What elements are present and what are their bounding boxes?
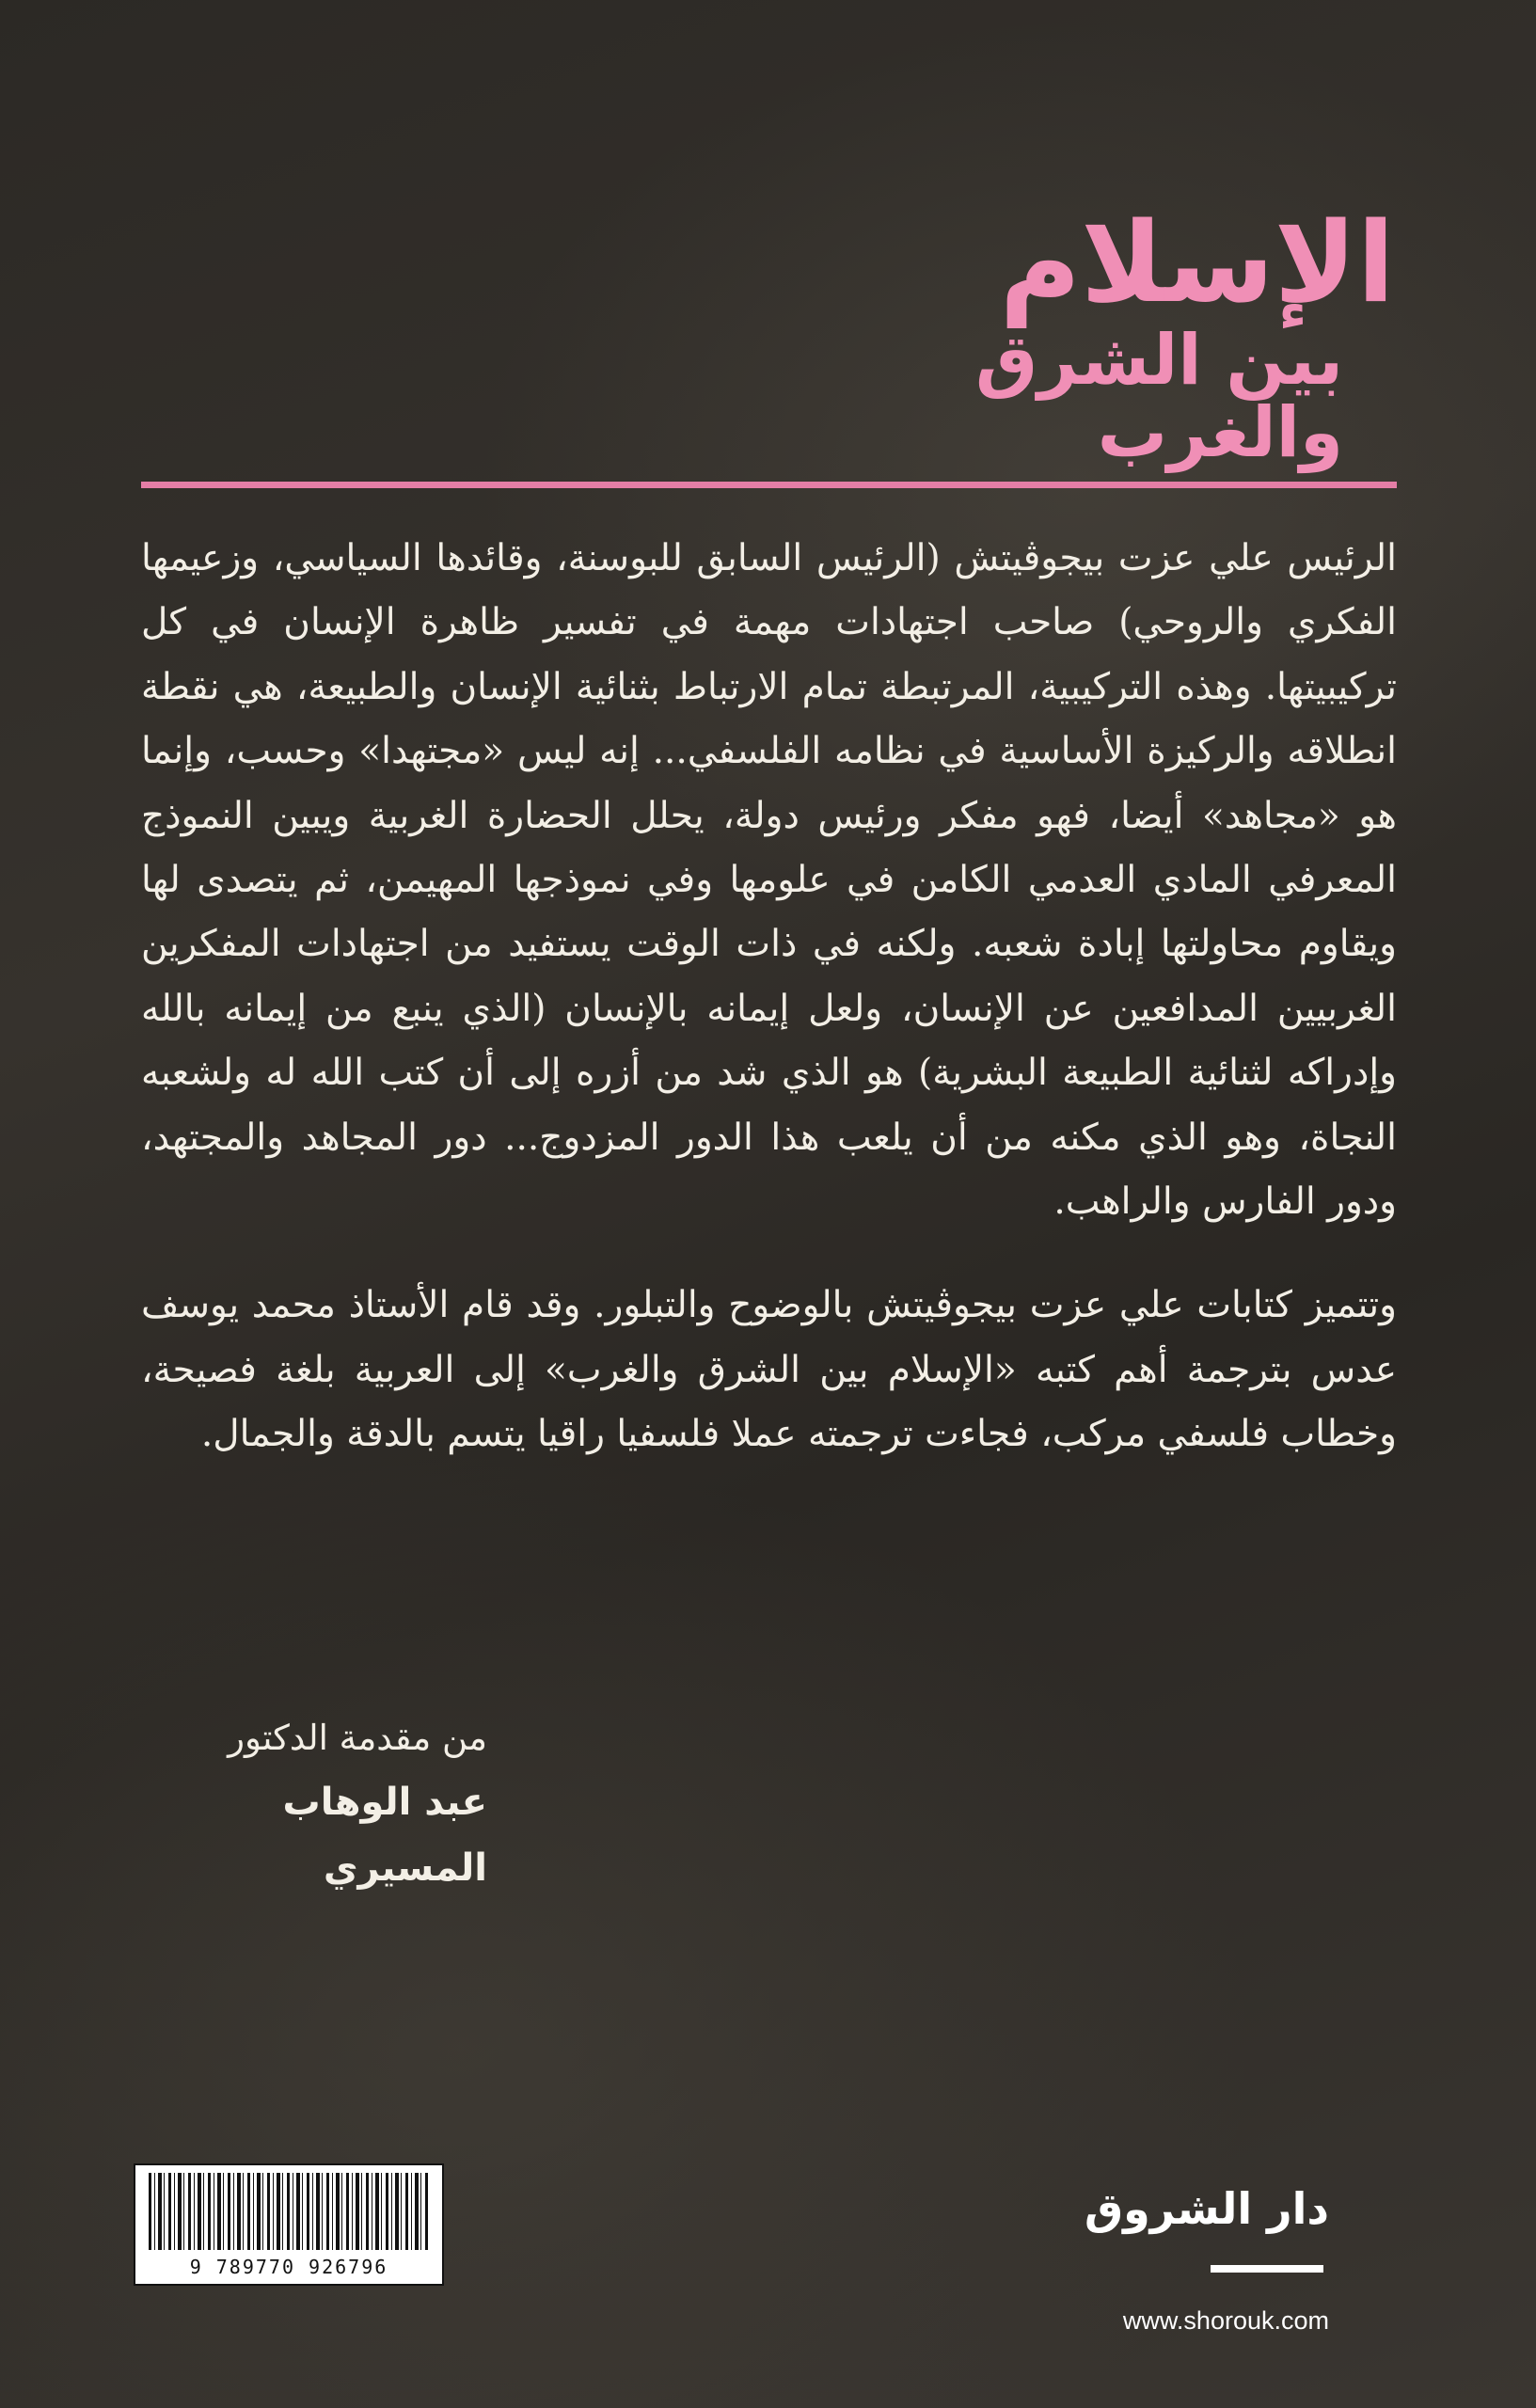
publisher-logo-line: [1211, 2265, 1323, 2273]
attribution-intro: من مقدمة الدكتور: [228, 1718, 487, 1758]
barcode-digits: 9 789770 926796: [189, 2256, 388, 2278]
blurb-paragraph-2: وتتميز كتابات علي عزت بيجوڤيتش بالوضوح والتبلور. وقد قام الأستاذ محمد يوسف عدس بترجمة أهم كتبه «الإسلام بين الشرق والغرب» إلى العربية بلغة فصيحة، وخطاب فلسفي مركب، فجاءت ترجمته عملا فلسفيا راقيا يتسم بالدقة والجمال.: [141, 1284, 1397, 1456]
publisher-url: www.shorouk.com: [1122, 2306, 1329, 2335]
attribution-name: عبد الوهاب المسيري: [282, 1781, 487, 1890]
barcode-bars: [149, 2173, 431, 2250]
publisher-name-text: دار الشروق: [1084, 2183, 1329, 2234]
title-sub-line1: بين الشرق: [975, 319, 1343, 401]
publisher-logo: [1009, 2180, 1329, 2336]
title-main: الإسلام: [999, 198, 1395, 327]
title-sub-line2: والغرب: [1097, 392, 1343, 474]
blurb-text: [141, 527, 1397, 1467]
isbn-barcode: [134, 2163, 444, 2286]
blurb-attribution: [130, 1707, 487, 1901]
publisher-name: [1009, 2180, 1329, 2293]
blurb-paragraph-1: الرئيس علي عزت بيجوڤيتش (الرئيس السابق للبوسنة، وقائدها السياسي، وزعيمها الفكري والروحي) صاحب اجتهادات مهمة في تفسير ظاهرة الإنسان في كل تركيبيتها. وهذه التركيبية، المرتبطة تمام الارتباط بثنائية الإنسان والطبيعة، هي نقطة انطلاقه والركيزة الأساسية في نظامه الفلسفي... إنه ليس «مجتهدا» وحسب، وإنما هو «مجاهد» أيضا، فهو مفكر ورئيس دولة، يحلل الحضارة الغربية ويبين النموذج المعرفي المادي العدمي الكامن في علومها وفي نموذجها المهيمن، ثم يتصدى لها ويقاوم محاولتها إبادة شعبه. ولكنه في ذات الوقت يستفيد من اجتهادات المفكرين الغربيين المدافعين عن الإنسان، ولعل إيمانه بالإنسان (الذي ينبع من إيمانه بالله وإدراكه لثنائية الطبيعة البشرية) هو الذي شد من أزره إلى أن كتب الله له ولشعبه النجاة، وهو الذي مكنه من أن يلعب هذا الدور المزدوج... دور المجاهد والمجتهد، ودور الفارس والراهب.: [141, 537, 1397, 1224]
book-title: [831, 198, 1395, 474]
title-divider: [141, 482, 1397, 488]
